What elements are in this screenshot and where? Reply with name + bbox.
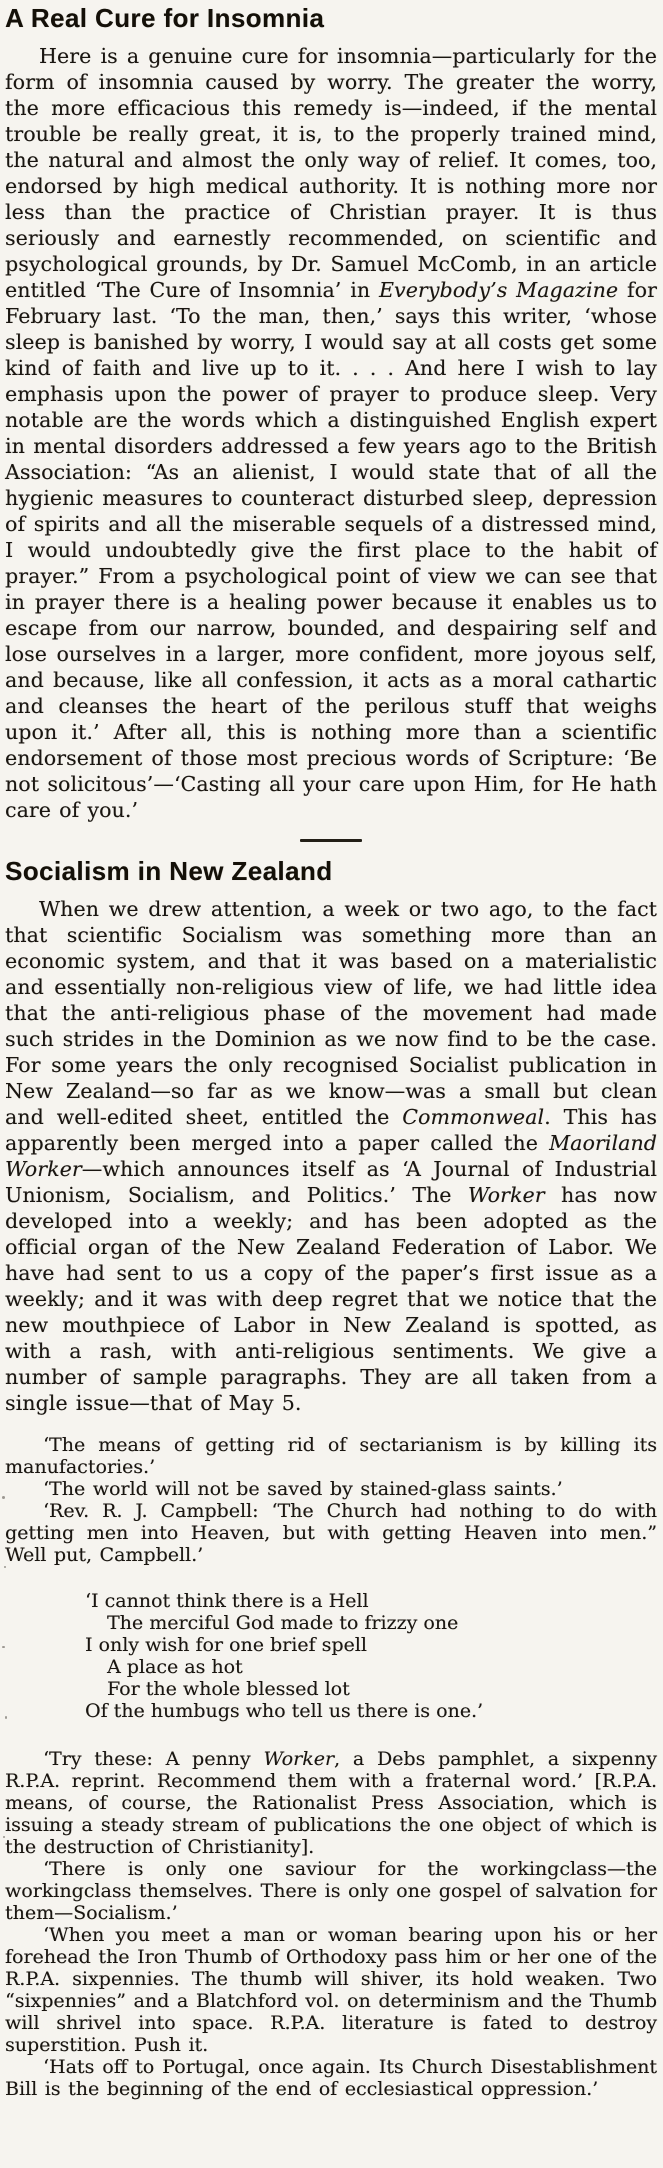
text-run: ‘There is only one saviour for the workingclass—the workingclass themselves. There is only one gospel of salvation for them—Socialism.’ — [5, 1858, 657, 1924]
sample-quote-paragraph — [5, 1478, 657, 1500]
poem-line: A place as hot — [107, 1656, 243, 1678]
italic-text-run: Maoriland Worker — [5, 1131, 657, 1181]
text-run: Here is a genuine cure for insomnia—particularly for the form of insomnia caused by worry. The greater the worry, the more efficacious this remedy is—indeed, if the mental trouble be really great, it is, to the properly trained mind, the natural and almost the only way of relief. It comes, too, endorsed by high medical authority. It is nothing more nor less than the practice of Christian prayer. It is thus seriously and earnestly recommended, on scientific and psychological grounds, by Dr. Samuel McComb, in an article entitled ‘The Cure of Insomnia’ in — [5, 44, 657, 302]
text-run: ‘Try these: A penny — [43, 1748, 264, 1770]
poem-line: The merciful God made to frizzy one — [107, 1612, 459, 1634]
sample-quote-paragraph — [5, 1858, 657, 1924]
section-divider — [300, 839, 362, 842]
poem-line: ‘I cannot think there is a Hell — [85, 1590, 369, 1612]
scan-speck — [2, 1496, 5, 1499]
poem-line: For the whole blessed lot — [107, 1678, 350, 1700]
sample-quote-paragraph — [5, 1748, 657, 1858]
sample-quote-paragraph — [5, 1924, 657, 2056]
scan-speck — [5, 1716, 7, 1719]
scan-speck — [4, 1566, 6, 1568]
italic-text-run: Worker — [467, 1183, 545, 1207]
poem-line: I only wish for one brief spell — [85, 1634, 367, 1656]
body-paragraph — [5, 896, 657, 1416]
scan-speck — [2, 1646, 5, 1648]
poem-line: Of the humbugs who tell us there is one.’ — [85, 1700, 484, 1722]
sample-quote-paragraph — [5, 1500, 657, 1566]
text-run: for February last. ‘To the man, then,’ says this writer, ‘whose sleep is banished by worry, I would say at all costs get some kind of faith and live up to it. . . . And here I wish to lay emphasis upon the power of prayer to produce sleep. Very notable are the words which a distinguished English expert in mental disorders addressed a few years ago to the British Association: “As an alienist, I would state that of all the hygienic measures to counteract disturbed sleep, depression of spirits and all the miserable sequels of a distressed mind, I would undoubtedly give the first place to the habit of prayer.” From a psychological point of view we can see that in prayer there is a healing power because it enables us to escape from our narrow, bounded, and despairing self and lose ourselves in a larger, more confident, more joyous self, and because, like all confession, it acts as a moral cathartic and cleanses the heart of the perilous stuff that weighs upon it.’ After all, this is nothing more than a scientific endorsement of those most precious words of Scripture: ‘Be not solicitous’—‘Casting all your care upon Him, for He hath care of you.’ — [5, 278, 657, 822]
text-run: . This has apparently been merged into a paper called the — [5, 1105, 657, 1155]
italic-text-run: Commonweal — [402, 1105, 545, 1129]
article-title: Socialism in New Zealand — [5, 856, 333, 886]
text-run: ‘The world will not be saved by stained-glass saints.’ — [43, 1478, 563, 1500]
text-run: , a Debs pamphlet, a sixpenny R.P.A. reprint. Recommend them with a fraternal word.’ [R.P.A. means, of course, the Rationalist Press Association, which is issuing a steady stream of publications the one object of which is the destruction of Christianity]. — [5, 1748, 657, 1858]
body-paragraph — [5, 43, 657, 823]
text-run: has now developed into a weekly; and has been adopted as the official organ of the New Zealand Federation of Labor. We have had sent to us a copy of the paper’s first issue as a weekly; and it was with deep regret that we notice that the new mouthpiece of Labor in New Zealand is spotted, as with a rash, with anti-religious sentiments. We give a number of sample paragraphs. They are all taken from a single issue—that of May 5. — [5, 1183, 658, 1415]
text-run: —which announces itself as ‘A Journal of Industrial Unionism, Socialism, and Politics.’ The — [5, 1157, 657, 1207]
text-run: ‘Hats off to Portugal, once again. Its Church Disestablishment Bill is the beginning of the end of ecclesiastical oppression.’ — [5, 2056, 657, 2100]
article-title: A Real Cure for Insomnia — [5, 3, 325, 33]
article — [5, 3, 657, 823]
poem-block — [85, 1590, 657, 1722]
text-run: ‘Rev. R. J. Campbell: ‘The Church had nothing to do with getting men into Heaven, but with getting Heaven into men.” Well put, Campbell.’ — [5, 1500, 657, 1566]
article — [5, 856, 657, 2100]
text-run: ‘The means of getting rid of sectarianism is by killing its manufactories.’ — [5, 1434, 657, 1478]
sample-quote-paragraph — [5, 2056, 657, 2100]
text-run: When we drew attention, a week or two ago, to the fact that scientific Socialism was something more than an economic system, and that it was based on a materialistic and essentially non-religious view of life, we had little idea that the anti-religious phase of the movement had made such strides in the Dominion as we now find to be the case. For some years the only recognised Socialist publication in New Zealand—so far as we know—was a small but clean and well-edited sheet, entitled the — [5, 897, 657, 1129]
scan-speck — [3, 1836, 5, 1838]
italic-text-run: Worker — [263, 1748, 335, 1770]
text-run: ‘When you meet a man or woman bearing upon his or her forehead the Iron Thumb of Orthodoxy pass him or her one of the R.P.A. sixpennies. The thumb will shiver, its hold weaken. Two “sixpennies” and a Blatchford vol. on determinism and the Thumb will shrivel into space. R.P.A. literature is fated to destroy superstition. Push it. — [5, 1924, 657, 2056]
italic-text-run: Everybody’s Magazine — [378, 278, 619, 302]
sample-quote-paragraph — [5, 1434, 657, 1478]
